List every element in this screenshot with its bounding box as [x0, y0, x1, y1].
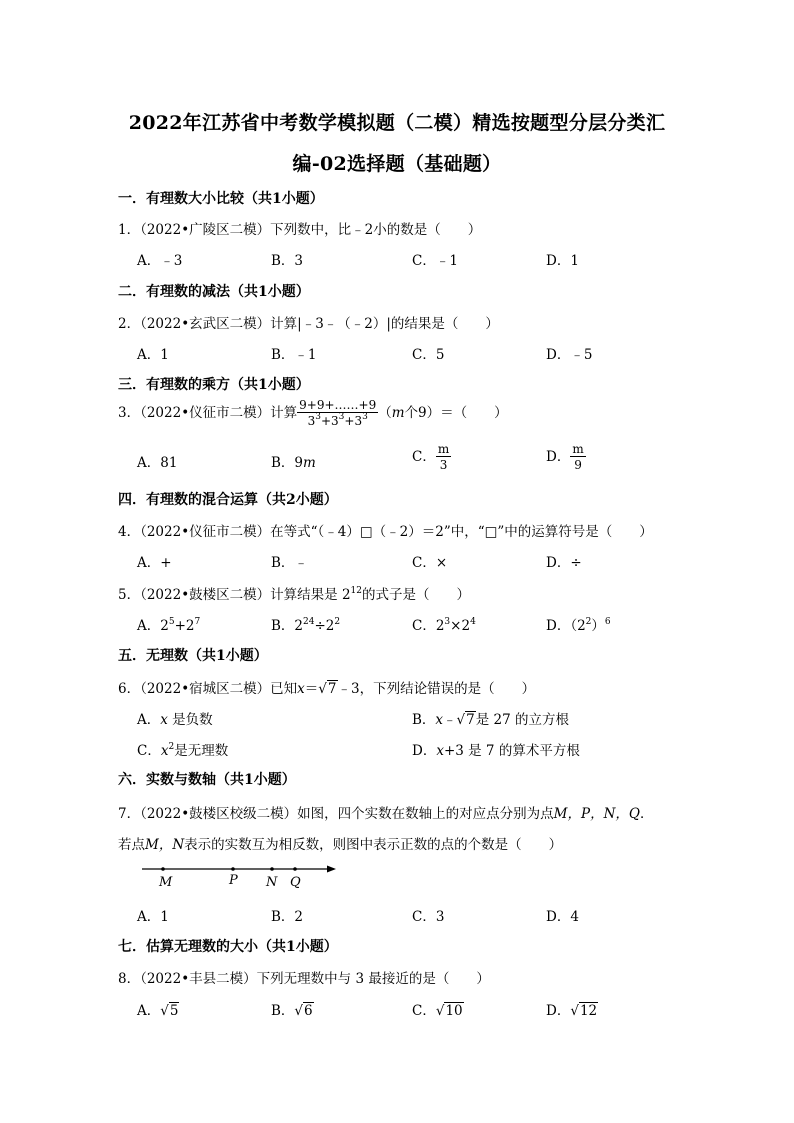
q5-d-e1: 2: [585, 617, 592, 627]
q5-post: 的式子是（ ）: [362, 587, 470, 603]
point-m-dot: [161, 867, 165, 871]
q4-option-b: B．﹣: [271, 555, 308, 571]
q7-line1-post: ．: [639, 806, 654, 822]
q3-fraction-numerator: 9+9+……+9: [299, 398, 377, 412]
q6-a-x: x: [160, 712, 168, 728]
q5-d-mid: ）: [591, 618, 605, 634]
q6-option-d: [412, 739, 580, 759]
q5-option-d: [546, 614, 611, 634]
q3-option-a: A．81: [137, 455, 178, 471]
q3-option-d: [546, 442, 586, 473]
q3-d-pre: D．: [546, 449, 571, 465]
q6-a-post: 是负数: [167, 712, 213, 728]
q6-b-radicand: 7: [466, 712, 475, 728]
q4-option-d: D．÷: [546, 555, 582, 571]
q3-c-den: 3: [439, 458, 448, 472]
q8-d-sqrt: √12: [570, 1003, 598, 1019]
q2-option-d: D．﹣5: [546, 347, 593, 363]
question-7-line1: [118, 802, 653, 822]
q5-exp: 12: [350, 586, 362, 596]
q8-d-pre: D．: [546, 1003, 571, 1019]
q6-b-pre: B．: [412, 712, 436, 728]
q3-b-pre: B．9: [271, 455, 304, 471]
q5-a-mid: +2: [174, 618, 195, 634]
q3-c-pre: C．: [412, 449, 436, 465]
q3-option-b: [271, 451, 316, 471]
q3-den-exp-2: 3: [338, 412, 345, 422]
q7-option-d: D．4: [546, 909, 579, 925]
q8-b-sqrt: √6: [294, 1003, 313, 1019]
q7-line2-pre: 若点: [118, 837, 145, 853]
section-heading: 一．有理数大小比较（共1小题）: [118, 191, 324, 207]
question-8: 8．（2022•丰县二模）下列无理数中与 3 最接近的是（ ）: [118, 971, 490, 987]
q6-b-mid: ﹣: [443, 712, 457, 728]
q3-fraction: [297, 398, 378, 429]
q5-option-c: [412, 614, 476, 634]
q6-c-post: 是无理数: [174, 743, 229, 759]
q6-option-b: [412, 708, 569, 728]
q7-option-b: B．2: [271, 909, 304, 925]
q5-a-pre: A．2: [137, 618, 169, 634]
q5-b-e2: 2: [334, 617, 341, 627]
q3-fraction-denominator: $3^3+3^3+3^3$: [307, 412, 368, 428]
document-title-line2: 编-02选择题（基础题）: [292, 153, 502, 175]
question-7-line2: [118, 833, 562, 853]
q6-b-x: x: [435, 712, 444, 728]
q1-option-d: D．1: [546, 253, 579, 269]
q3-d-den: 9: [574, 458, 582, 472]
q3-d-fraction: [570, 442, 585, 473]
q5-a-e2: 7: [194, 617, 201, 627]
q6-d-x: x: [436, 743, 444, 759]
q6-d-post: +3 是 7 的算术平方根: [443, 743, 580, 759]
q6-radicand: 7: [327, 681, 337, 697]
section-heading: 三．有理数的乘方（共1小题）: [118, 377, 310, 393]
q3-den-exp-3: 3: [362, 412, 368, 422]
q6-sqrt: √7: [318, 681, 337, 697]
q3-den-base-1: 3: [307, 414, 316, 428]
q5-d-e2: 6: [604, 617, 611, 627]
q6-a-pre: A．: [137, 712, 161, 728]
q3-den-exp-1: 3: [315, 412, 321, 422]
point-p-dot: [231, 867, 235, 871]
q5-c-pre: C．2: [412, 618, 445, 634]
q7-option-c: C．3: [412, 909, 445, 925]
q2-option-b: B．﹣1: [271, 347, 317, 363]
q8-c-radicand: 10: [445, 1003, 463, 1019]
q8-c-pre: C．: [412, 1003, 436, 1019]
q5-c-mid: ×2: [450, 618, 471, 634]
q6-c-x: x: [160, 743, 169, 759]
q6-c-pre: C．: [137, 743, 161, 759]
q3-option-c: [412, 442, 451, 473]
q8-a-sqrt: √5: [160, 1003, 179, 1019]
q5-pre: 5．（2022•鼓楼区二模）计算结果是 2: [118, 587, 351, 603]
q8-c-sqrt: √10: [435, 1003, 463, 1019]
point-m-label: M: [159, 875, 173, 890]
q3-suffix-pre: （: [378, 405, 392, 421]
q3-d-num: m: [572, 442, 584, 456]
q6-b-post: 是 27 的立方根: [475, 712, 570, 728]
q8-option-c: [412, 999, 464, 1019]
q8-option-b: [271, 999, 314, 1019]
q8-a-radicand: 5: [169, 1003, 179, 1019]
q8-a-pre: A．: [137, 1003, 161, 1019]
q8-b-radicand: 6: [304, 1003, 313, 1019]
q3-c-fraction: [436, 442, 451, 473]
number-line-figure: [138, 860, 343, 894]
point-n-dot: [270, 867, 274, 871]
section-heading: 六．实数与数轴（共1小题）: [118, 772, 296, 788]
question-4: 4．（2022•仪征市二模）在等式“（﹣4）□（﹣2）＝2”中，“□”中的运算符号是（ ）: [118, 524, 653, 540]
q1-option-c: C．﹣1: [412, 253, 458, 269]
section-heading: 七．估算无理数的大小（共1小题）: [118, 939, 338, 955]
q7-points: M，P，N，Q: [553, 806, 640, 822]
q6-d-pre: D．: [412, 743, 437, 759]
q7-option-a: A．1: [137, 909, 169, 925]
question-2: 2．（2022•玄武区二模）计算|﹣3﹣（﹣2）|的结果是（ ）: [118, 316, 499, 332]
point-p-label: P: [229, 873, 238, 888]
q8-d-radicand: 12: [579, 1003, 598, 1019]
q3-den-base-2: 3: [331, 414, 339, 428]
q6-option-c: [137, 739, 228, 759]
q6-b-sqrt: √7: [456, 712, 475, 728]
q8-option-a: [137, 999, 179, 1019]
q4-option-c: C．×: [412, 555, 448, 571]
q7-line2-post: 表示的实数互为相反数，则图中表示正数的点的个数是（ ）: [184, 837, 563, 853]
section-heading: 五．无理数（共1小题）: [118, 648, 268, 664]
point-q-label: Q: [290, 875, 301, 890]
q4-option-a: A．+: [137, 555, 172, 571]
q5-b-mid: ÷2: [314, 618, 335, 634]
q2-option-a: A．1: [137, 347, 169, 363]
q6-post: ﹣3，下列结论错误的是（ ）: [337, 681, 536, 697]
number-line-arrow: [327, 866, 336, 873]
point-q-dot: [293, 867, 297, 871]
q5-b-pre: B．2: [271, 618, 304, 634]
q5-c-e1: 3: [444, 617, 451, 627]
q3-prefix: 3．（2022•仪征市二模）计算: [118, 405, 298, 421]
q6-option-a: [137, 708, 213, 728]
q3-c-num: m: [437, 442, 450, 456]
point-n-label: N: [266, 875, 278, 890]
q6-eq: ＝: [304, 681, 319, 697]
q8-b-pre: B．: [271, 1003, 295, 1019]
q3-m: m: [391, 405, 405, 421]
question-3: [118, 398, 508, 429]
q5-d-pre: D．（2: [546, 618, 586, 634]
question-1: 1．（2022•广陵区二模）下列数中，比﹣2小的数是（ ）: [118, 222, 482, 238]
question-6: [118, 677, 535, 697]
q7-mn: M，N: [145, 837, 185, 853]
q1-option-b: B．3: [271, 253, 304, 269]
q8-option-d: [546, 999, 598, 1019]
q1-option-a: A．﹣3: [137, 253, 183, 269]
q6-x: x: [297, 681, 305, 697]
q3-b-m: m: [303, 455, 316, 471]
q5-b-e1: 24: [303, 617, 315, 627]
q2-option-c: C．5: [412, 347, 445, 363]
q6-pre: 6．（2022•宿城区二模）已知: [118, 681, 298, 697]
q5-option-b: [271, 614, 340, 634]
document-title-line1: 2022年江苏省中考数学模拟题（二模）精选按题型分层分类汇: [128, 112, 666, 134]
section-heading: 二．有理数的减法（共1小题）: [118, 284, 310, 300]
q5-a-e1: 5: [168, 617, 175, 627]
question-5: [118, 583, 470, 603]
q3-den-base-3: 3: [354, 414, 363, 428]
q7-line1-pre: 7．（2022•鼓楼区校级二模）如图，四个实数在数轴上的对应点分别为点: [118, 806, 554, 822]
q5-option-a: [137, 614, 200, 634]
q3-suffix-post: 个9）＝（ ）: [404, 405, 508, 421]
q6-c-exp: 2: [168, 742, 175, 752]
section-heading: 四．有理数的混合运算（共2小题）: [118, 492, 338, 508]
q5-c-e2: 4: [470, 617, 476, 627]
